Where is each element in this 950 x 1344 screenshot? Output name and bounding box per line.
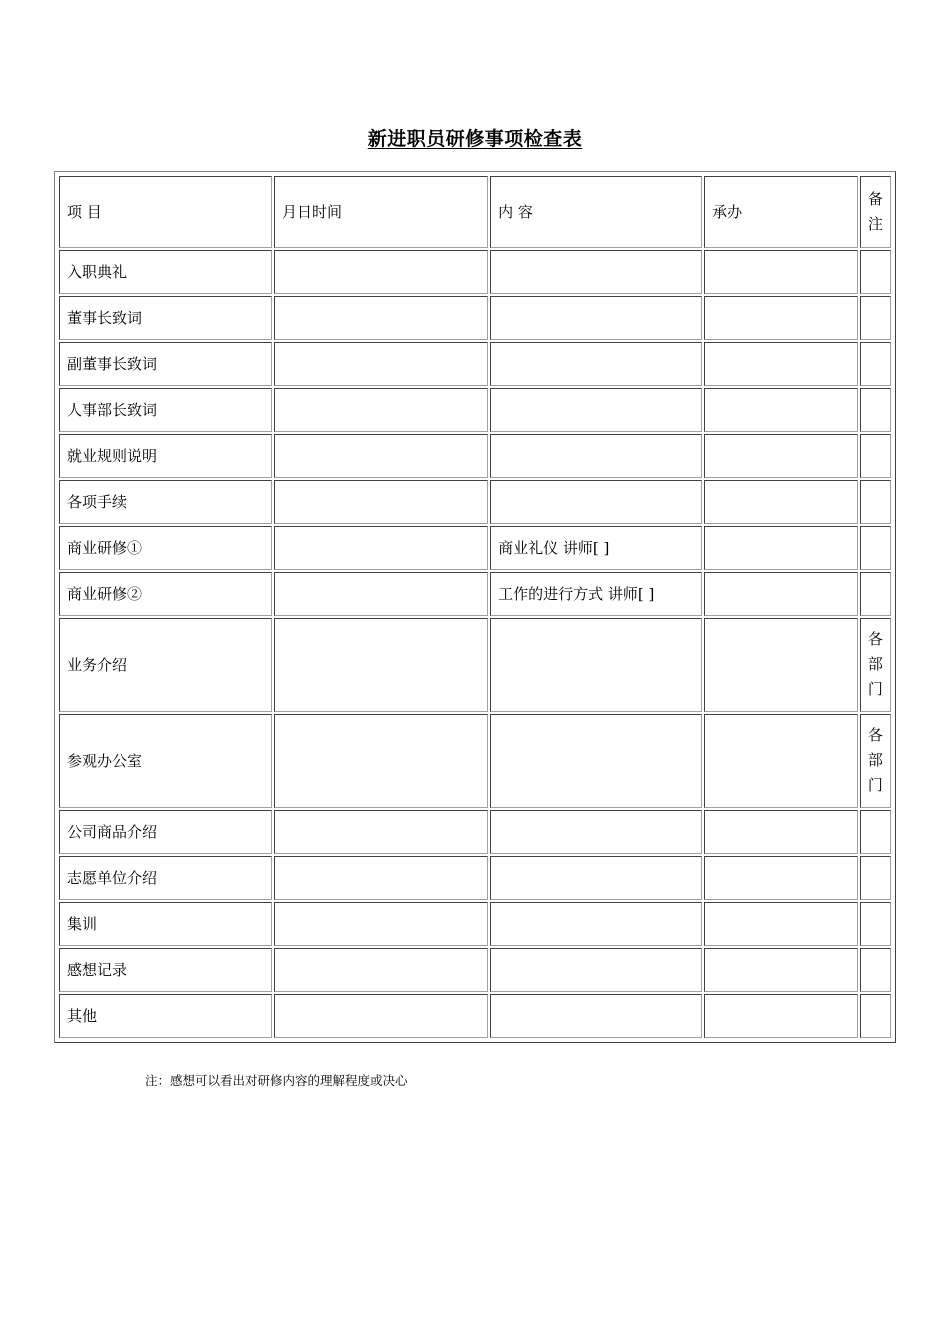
row-item-cell: 人事部长致词	[59, 388, 272, 432]
header-content: 内 容	[490, 176, 702, 248]
footnote: 注：感想可以看出对研修内容的理解程度或决心	[145, 1073, 408, 1088]
row-handler-cell[interactable]	[704, 714, 858, 808]
table-row	[59, 572, 891, 616]
row-content-cell[interactable]	[490, 856, 702, 900]
row-handler-cell[interactable]	[704, 856, 858, 900]
row-handler-cell[interactable]	[704, 948, 858, 992]
table-row	[59, 856, 891, 900]
row-content-cell[interactable]	[490, 902, 702, 946]
table-row	[59, 714, 891, 808]
table-row	[59, 342, 891, 386]
row-item-cell: 公司商品介绍	[59, 810, 272, 854]
row-remark-cell[interactable]	[860, 810, 891, 854]
row-datetime-cell[interactable]	[274, 480, 488, 524]
row-content-cell[interactable]	[490, 342, 702, 386]
row-remark-cell[interactable]	[860, 994, 891, 1038]
row-handler-cell[interactable]	[704, 250, 858, 294]
row-handler-cell[interactable]	[704, 572, 858, 616]
row-datetime-cell[interactable]	[274, 388, 488, 432]
row-datetime-cell[interactable]	[274, 434, 488, 478]
row-item-cell: 各项手续	[59, 480, 272, 524]
row-handler-cell[interactable]	[704, 388, 858, 432]
row-item-cell: 业务介绍	[59, 618, 272, 712]
row-remark-cell[interactable]	[860, 572, 891, 616]
row-item-cell: 副董事长致词	[59, 342, 272, 386]
table-row	[59, 618, 891, 712]
row-item-cell: 感想记录	[59, 948, 272, 992]
row-remark-cell[interactable]	[860, 296, 891, 340]
row-handler-cell[interactable]	[704, 480, 858, 524]
row-datetime-cell[interactable]	[274, 714, 488, 808]
table-row	[59, 388, 891, 432]
table-row	[59, 250, 891, 294]
row-content-cell[interactable]	[490, 250, 702, 294]
row-handler-cell[interactable]	[704, 526, 858, 570]
row-datetime-cell[interactable]	[274, 572, 488, 616]
row-item-cell: 就业规则说明	[59, 434, 272, 478]
table-row	[59, 480, 891, 524]
checklist-table	[57, 174, 893, 1040]
row-item-cell: 集训	[59, 902, 272, 946]
row-datetime-cell[interactable]	[274, 856, 488, 900]
row-remark-cell[interactable]: 各部门	[860, 714, 891, 808]
table-row	[59, 296, 891, 340]
header-datetime: 月日时间	[274, 176, 488, 248]
row-content-cell[interactable]	[490, 618, 702, 712]
row-content-cell[interactable]	[490, 296, 702, 340]
row-content-cell[interactable]	[490, 994, 702, 1038]
row-datetime-cell[interactable]	[274, 948, 488, 992]
row-content-cell[interactable]	[490, 810, 702, 854]
row-remark-cell[interactable]	[860, 526, 891, 570]
row-content-cell[interactable]	[490, 948, 702, 992]
table-row	[59, 948, 891, 992]
page-title: 新进职员研修事项检查表	[367, 128, 583, 150]
header-item: 项 目	[59, 176, 272, 248]
row-remark-cell[interactable]	[860, 902, 891, 946]
row-remark-cell[interactable]: 各部门	[860, 618, 891, 712]
row-item-cell: 其他	[59, 994, 272, 1038]
row-datetime-cell[interactable]	[274, 902, 488, 946]
table-header-row	[59, 176, 891, 248]
row-datetime-cell[interactable]	[274, 342, 488, 386]
row-handler-cell[interactable]	[704, 810, 858, 854]
row-datetime-cell[interactable]	[274, 618, 488, 712]
table-row	[59, 526, 891, 570]
row-content-cell[interactable]	[490, 388, 702, 432]
row-datetime-cell[interactable]	[274, 296, 488, 340]
row-remark-cell[interactable]	[860, 480, 891, 524]
row-datetime-cell[interactable]	[274, 994, 488, 1038]
row-remark-cell[interactable]	[860, 250, 891, 294]
row-item-cell: 入职典礼	[59, 250, 272, 294]
row-content-cell[interactable]	[490, 714, 702, 808]
row-content-cell[interactable]: 工作的进行方式 讲师[ ]	[490, 572, 702, 616]
row-handler-cell[interactable]	[704, 994, 858, 1038]
row-remark-cell[interactable]	[860, 856, 891, 900]
row-item-cell: 商业研修②	[59, 572, 272, 616]
table-row	[59, 434, 891, 478]
row-item-cell: 志愿单位介绍	[59, 856, 272, 900]
row-handler-cell[interactable]	[704, 434, 858, 478]
row-remark-cell[interactable]	[860, 388, 891, 432]
row-handler-cell[interactable]	[704, 618, 858, 712]
row-item-cell: 商业研修①	[59, 526, 272, 570]
row-handler-cell[interactable]	[704, 296, 858, 340]
row-handler-cell[interactable]	[704, 902, 858, 946]
row-content-cell[interactable]: 商业礼仪 讲师[ ]	[490, 526, 702, 570]
row-remark-cell[interactable]	[860, 342, 891, 386]
row-remark-cell[interactable]	[860, 948, 891, 992]
row-datetime-cell[interactable]	[274, 526, 488, 570]
table-row	[59, 810, 891, 854]
table-row	[59, 994, 891, 1038]
header-remark: 备注	[860, 176, 891, 248]
row-content-cell[interactable]	[490, 480, 702, 524]
row-remark-cell[interactable]	[860, 434, 891, 478]
row-datetime-cell[interactable]	[274, 250, 488, 294]
header-handler: 承办	[704, 176, 858, 248]
checklist-table-frame	[54, 171, 896, 1043]
table-row	[59, 902, 891, 946]
row-handler-cell[interactable]	[704, 342, 858, 386]
row-item-cell: 参观办公室	[59, 714, 272, 808]
row-item-cell: 董事长致词	[59, 296, 272, 340]
row-content-cell[interactable]	[490, 434, 702, 478]
row-datetime-cell[interactable]	[274, 810, 488, 854]
